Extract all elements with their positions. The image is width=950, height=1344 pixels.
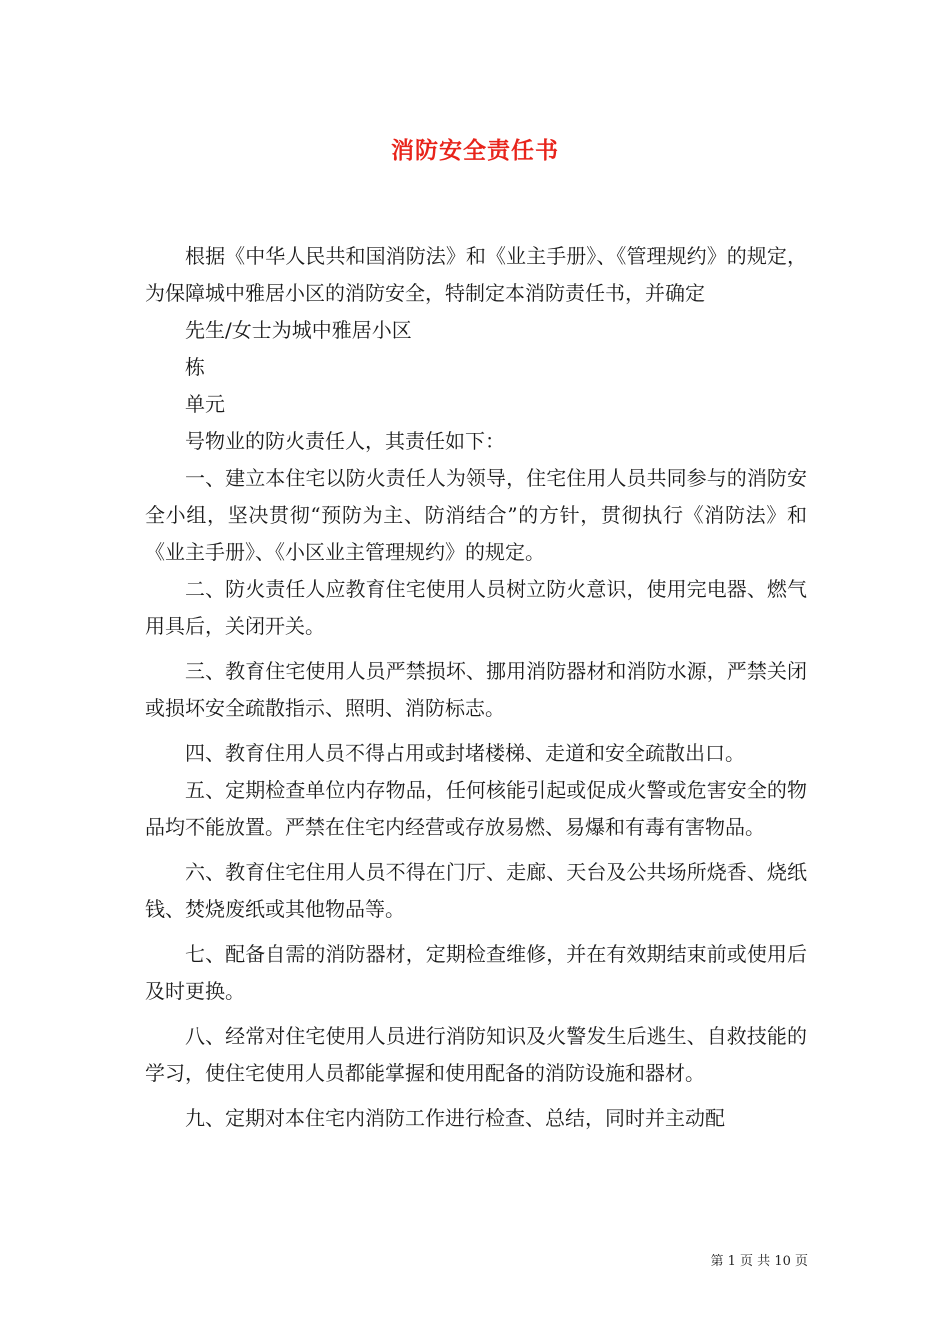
paragraph-item-4: 四、教育住用人员不得占用或封堵楼梯、走道和安全疏散出口。: [185, 741, 745, 765]
paragraph-intro: 根据《中华人民共和国消防法》和《业主手册》、《管理规约》的规定，为保障城中雅居小区的消防安全，特制定本消防责任书，并确定: [145, 244, 807, 305]
paragraph-item-3: 三、教育住宅使用人员严禁损坏、挪用消防器材和消防水源，严禁关闭或损坏安全疏散指示、照明、消防标志。: [145, 659, 807, 720]
paragraph-building: 栋: [185, 355, 205, 379]
paragraph-item-6: 六、教育住宅住用人员不得在门厅、走廊、天台及公共场所烧香、烧纸钱、焚烧废纸或其他物品等。: [145, 860, 807, 921]
paragraph-item-5: 五、定期检查单位内存物品，任何核能引起或促成火警或危害安全的物品均不能放置。严禁在住宅内经营或存放易燃、易爆和有毒有害物品。: [145, 778, 807, 839]
document-body: [145, 238, 807, 1137]
paragraph-item-2: 二、防火责任人应教育住宅使用人员树立防火意识，使用完电器、燃气用具后，关闭开关。: [145, 577, 807, 638]
paragraph-responsible-person: 先生/女士为城中雅居小区: [185, 318, 412, 342]
paragraph-property-number: 号物业的防火责任人，其责任如下：: [185, 429, 505, 453]
paragraph-item-8: 八、经常对住宅使用人员进行消防知识及火警发生后逃生、自救技能的学习，使住宅使用人员都能掌握和使用配备的消防设施和器材。: [145, 1024, 807, 1085]
paragraph-unit: 单元: [185, 392, 225, 416]
document-title: 消防安全责任书: [391, 137, 559, 164]
paragraph-item-9: 九、定期对本住宅内消防工作进行检查、总结，同时并主动配: [185, 1106, 725, 1130]
paragraph-item-1: 一、建立本住宅以防火责任人为领导，住宅住用人员共同参与的消防安全小组，坚决贯彻“预防为主、防消结合”的方针，贯彻执行《消防法》和《业主手册》、《小区业主管理规约》的规定。: [145, 466, 807, 564]
page-number: 第 1 页 共 10 页: [710, 1254, 808, 1269]
paragraph-item-7: 七、配备自需的消防器材，定期检查维修，并在有效期结束前或使用后及时更换。: [145, 942, 807, 1003]
